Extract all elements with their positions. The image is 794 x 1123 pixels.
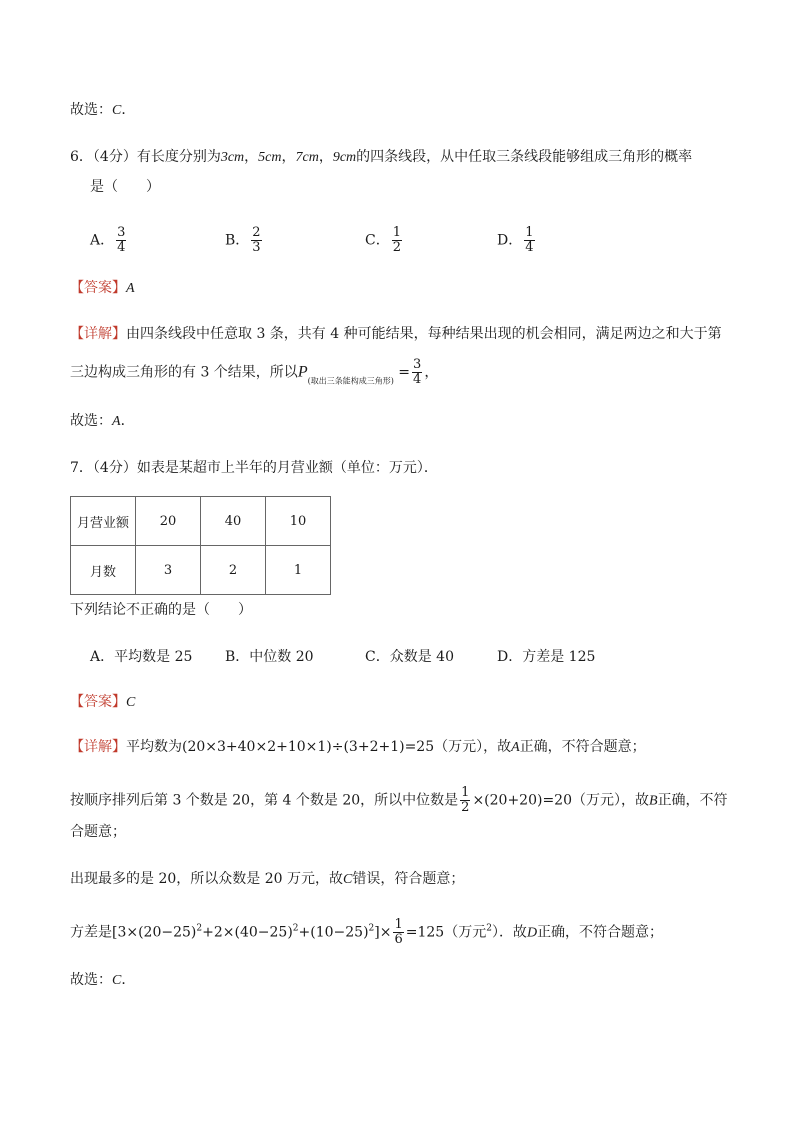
detail-text: 出现最多的是 20，所以众数是 20 万元，故 <box>70 871 343 887</box>
frac-num: 1 <box>525 225 534 240</box>
detail-text: 正确，不符合题意； <box>537 924 664 941</box>
option-label: C． <box>365 649 390 665</box>
answer-suffix: ． <box>121 972 136 988</box>
table-row <box>71 497 331 546</box>
q7-number: 7．（4分） <box>70 460 137 476</box>
frac-num: 1 <box>394 917 403 932</box>
detail-text: 由四条线段中任意取 3 条，共有 4 种可能结果，每种结果出现的机会相同，满足两边之和大于第 <box>126 326 722 342</box>
q6-len2: 5cm <box>258 150 282 165</box>
answer-choice: C <box>112 973 122 988</box>
table-row <box>71 546 331 595</box>
frac-num: 2 <box>252 225 261 240</box>
option-label: A． <box>90 649 115 665</box>
q6-stem-a: 有长度分别为 <box>136 149 221 165</box>
answer-value: C <box>126 695 136 710</box>
frac-num: 3 <box>413 357 422 372</box>
table-cell: 20 <box>136 497 201 546</box>
frac-den: 4 <box>413 372 422 387</box>
q7-option-b[interactable] <box>225 647 314 667</box>
detail-text: 错误，符合题意； <box>352 871 465 887</box>
unit-text: （万元 <box>444 924 487 941</box>
q7-stem-text: 如表是某超市上半年的月营业额（单位：万元）． <box>136 460 438 476</box>
answer-choice: A <box>112 414 121 429</box>
result-fraction <box>412 358 422 387</box>
q6-len4: 9cm <box>332 150 357 165</box>
option-fraction <box>116 226 126 255</box>
equals-sign: = <box>398 364 411 381</box>
option-text: 众数是 40 <box>389 649 454 665</box>
option-label: B． <box>225 232 250 249</box>
table-cell: 10 <box>266 497 331 546</box>
q7-detail-median <box>70 786 728 815</box>
q7-stem <box>70 458 438 478</box>
option-letter: A <box>511 740 520 755</box>
q6-stem-line2 <box>90 177 160 197</box>
option-fraction <box>251 226 261 255</box>
q7-detail-mode <box>70 869 464 890</box>
q6-option-d[interactable] <box>497 226 537 255</box>
detail-tag: 【详解】 <box>70 326 126 342</box>
option-label: D． <box>497 649 523 665</box>
detail-text: 平均数为 <box>126 739 182 755</box>
option-letter: B <box>649 793 658 809</box>
math-expr: +(10−25) <box>298 924 369 941</box>
option-label: A． <box>90 232 115 249</box>
q7-option-a[interactable] <box>90 647 192 667</box>
answer-tag: 【答案】 <box>70 694 126 710</box>
option-letter: C <box>342 872 353 887</box>
option-text: 方差是 125 <box>522 649 596 665</box>
q6-detail-line1 <box>70 324 722 344</box>
previous-answer-line <box>70 100 135 121</box>
q6-option-a[interactable] <box>90 226 128 255</box>
option-label: C． <box>365 232 390 249</box>
detail-text: 三边构成三角形的有 3 个结果，所以 <box>70 364 298 381</box>
probability-symbol: P <box>297 363 308 381</box>
superscript: 2 <box>196 923 203 934</box>
option-text: 中位数 20 <box>249 649 314 665</box>
q6-sep: ， <box>244 149 259 165</box>
answer-prefix: 故选： <box>70 102 112 118</box>
q7-final-answer <box>70 970 135 991</box>
detail-text: 按顺序排列后第 3 个数是 20，第 4 个数是 20，所以中位数是 <box>70 792 459 809</box>
unit-text: （万元） <box>572 792 621 809</box>
frac-den: 4 <box>525 240 534 255</box>
frac-den: 6 <box>394 932 403 947</box>
q7-option-d[interactable] <box>497 647 595 667</box>
q6-answer-line <box>70 278 135 299</box>
unit-text: （万元） <box>434 739 484 755</box>
math-expr: +2×(40−25) <box>202 924 293 941</box>
variance-fraction <box>393 918 403 947</box>
math-expr: ×(20+20)=20 <box>472 792 572 809</box>
detail-text: 合题意； <box>70 824 126 840</box>
math-expr: [3×(20−25) <box>112 924 197 941</box>
frac-num: 1 <box>392 225 401 240</box>
math-expr: ]× <box>374 924 392 941</box>
q7-question-text: 下列结论不正确的是（ ） <box>70 602 252 618</box>
q6-sep: ， <box>281 149 296 165</box>
table-cell: 1 <box>266 546 331 595</box>
answer-choice: C <box>112 103 122 118</box>
superscript: 2 <box>292 923 299 934</box>
q7-detail-median-cont <box>70 822 126 842</box>
q6-option-c[interactable] <box>365 226 404 255</box>
q6-stem-line1 <box>70 147 692 168</box>
q6-len3: 7cm <box>295 150 319 165</box>
unit-text: ） <box>491 924 499 941</box>
answer-suffix: ． <box>120 413 135 429</box>
table-cell: 月营业额 <box>71 497 136 546</box>
option-text: 平均数是 25 <box>114 649 193 665</box>
detail-text: 正确，不符合题意； <box>519 739 646 755</box>
superscript: 2 <box>368 923 375 934</box>
q6-len1: 3cm <box>220 150 245 165</box>
detail-text: 正确，不符 <box>657 792 728 809</box>
answer-value: A <box>126 281 135 296</box>
q6-number: 6．（4分） <box>70 149 137 165</box>
table-cell: 2 <box>201 546 266 595</box>
table-cell: 3 <box>136 546 201 595</box>
median-fraction <box>460 786 470 815</box>
option-fraction <box>392 226 402 255</box>
frac-den: 2 <box>461 800 470 815</box>
detail-tag: 【详解】 <box>70 739 126 755</box>
option-label: D． <box>497 232 523 249</box>
q6-stem-c: 是（ ） <box>90 179 160 195</box>
frac-num: 3 <box>117 225 126 240</box>
superscript: 2 <box>486 923 492 934</box>
option-letter: D <box>526 925 538 941</box>
q7-detail-mean <box>70 737 646 758</box>
q7-detail-variance <box>70 918 663 947</box>
detail-text: ， <box>424 364 439 381</box>
detail-text: ，故 <box>621 792 649 809</box>
answer-prefix: 故选： <box>70 972 112 988</box>
detail-text: ．故 <box>498 924 527 941</box>
q7-option-c[interactable] <box>365 647 454 667</box>
table-cell: 月数 <box>71 546 136 595</box>
detail-text: 方差是 <box>70 924 112 941</box>
q6-stem-b: 的四条线段，从中任取三条线段能够组成三角形的概率 <box>356 149 693 165</box>
q6-sep: ， <box>318 149 333 165</box>
q6-option-b[interactable] <box>225 226 264 255</box>
table-cell: 40 <box>201 497 266 546</box>
frac-den: 2 <box>392 240 401 255</box>
q6-detail-line2 <box>70 358 438 392</box>
frac-den: 3 <box>252 240 261 255</box>
answer-prefix: 故选： <box>70 413 112 429</box>
answer-tag: 【答案】 <box>70 280 126 296</box>
q7-answer-line <box>70 692 135 713</box>
detail-text: ，故 <box>483 739 512 755</box>
math-expr: =125 <box>405 924 445 941</box>
q6-final-answer <box>70 411 135 432</box>
frac-num: 1 <box>461 785 470 800</box>
probability-subscript: (取出三条能构成三角形) <box>307 376 394 386</box>
answer-suffix: ． <box>121 102 136 118</box>
math-expr: (20×3+40×2+10×1)÷(3+2+1)=25 <box>182 739 435 755</box>
frac-den: 4 <box>117 240 126 255</box>
option-label: B． <box>225 649 250 665</box>
revenue-table <box>70 496 331 595</box>
option-fraction <box>524 226 534 255</box>
q7-question <box>70 600 252 620</box>
